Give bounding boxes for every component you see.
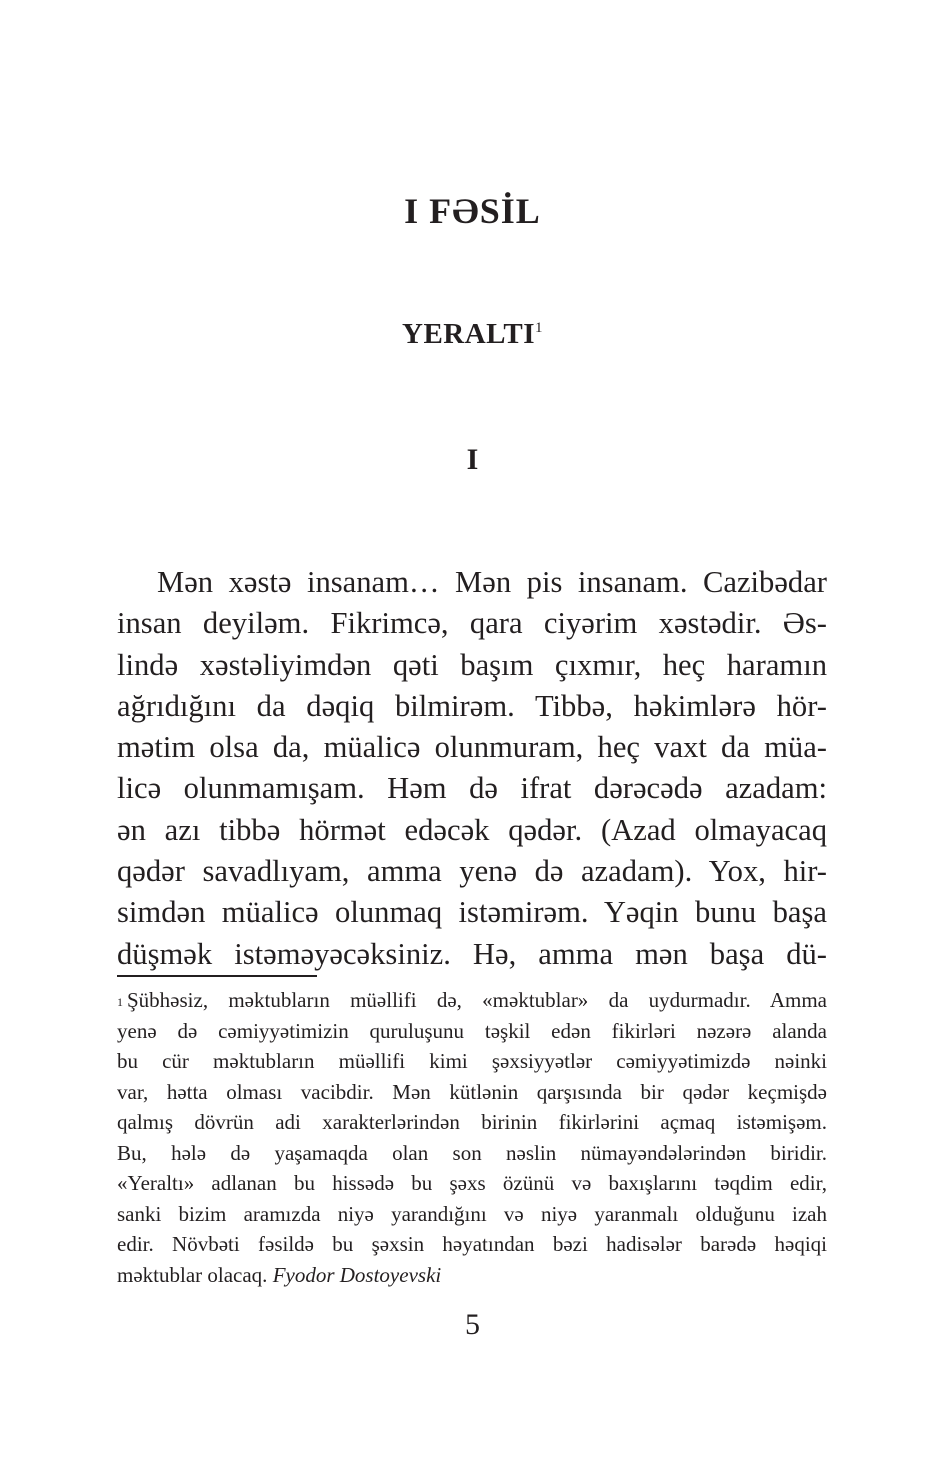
footnote-line (117, 985, 827, 1016)
body-paragraph (117, 562, 827, 975)
body-line: mətim olsa da, müalicə olunmuram, heç vaxt da müa- (117, 730, 827, 765)
footnote-line: edir. Növbəti fəsildə bu şəxsin həyatından bəzi hadisələr barədə həqiqi (117, 1232, 827, 1256)
footnote-line: yenə də cəmiyyətimizin quruluşunu təşkil edən fikirləri nəzərə alanda (117, 1018, 827, 1043)
part-number: I (466, 443, 479, 476)
section-footnote-ref: 1 (534, 320, 543, 336)
footnote-marker: 1 (117, 995, 123, 1009)
footnote-line: sanki bizim aramızda niyə yarandığını və niyə yaranmalı olduğunu izah (117, 1201, 827, 1226)
footnote-divider (117, 975, 317, 977)
body-line: ən azı tibbə hörmət edəcək qədər. (Azad olmayacaq (117, 812, 827, 847)
chapter-title: I FƏSİL (404, 191, 541, 231)
footnote-line: var, hətta olması vacibdir. Mən kütlənin qarşısında bir qədər keçmişdə (117, 1079, 827, 1104)
body-line: lində xəstəliyimdən qəti başım çıxmır, heç haramın (117, 647, 827, 682)
body-line: ağrıdığını da dəqiq bilmirəm. Tibbə, həkimlərə hör- (117, 688, 827, 723)
section-title-text: YERALTI (402, 318, 535, 350)
section-title (0, 318, 945, 351)
body-line: simdən müalicə olunmaq istəmirəm. Yəqin bunu başa (117, 895, 827, 930)
footnote-line: qalmış dövrün adi xarakterlərindən birinin fikirlərini açmaq istəmişəm. (117, 1110, 827, 1134)
footnote-line-text: məktublar olacaq. (117, 1262, 268, 1287)
body-line: licə olunmamışam. Həm də ifrat dərəcədə azadam: (117, 771, 827, 806)
footnote-line-text: Şübhəsiz, məktubların müəllifi də, «məktublar» da uydurmadır. Amma (127, 988, 827, 1012)
footnote-author: Fyodor Dostoyevski (272, 1262, 442, 1287)
footnote (117, 985, 827, 1290)
body-line: insan deyiləm. Fikrimcə, qara ciyərim xəstədir. Əs- (117, 606, 827, 641)
footnote-line: bu cür məktubların müəllifi kimi şəxsiyyətlər cəmiyyətimizdə nəinki (117, 1049, 827, 1073)
body-line: qədər savadlıyam, amma yenə də azadam). Yox, hir- (117, 854, 827, 889)
footnote-line: Bu, hələ də yaşamaqda olan son nəslin nümayəndələrindən biridir. (117, 1140, 827, 1165)
footnote-line (117, 1260, 827, 1291)
body-line: düşmək istəməyəcəksiniz. Hə, amma mən başa dü- (117, 936, 827, 971)
body-line: Mən xəstə insanam… Mən pis insanam. Cazibədar (157, 565, 827, 599)
page-number: 5 (465, 1308, 480, 1341)
footnote-line: «Yeraltı» adlanan bu hissədə bu şəxs özünü və baxışlarını təqdim edir, (117, 1171, 827, 1195)
